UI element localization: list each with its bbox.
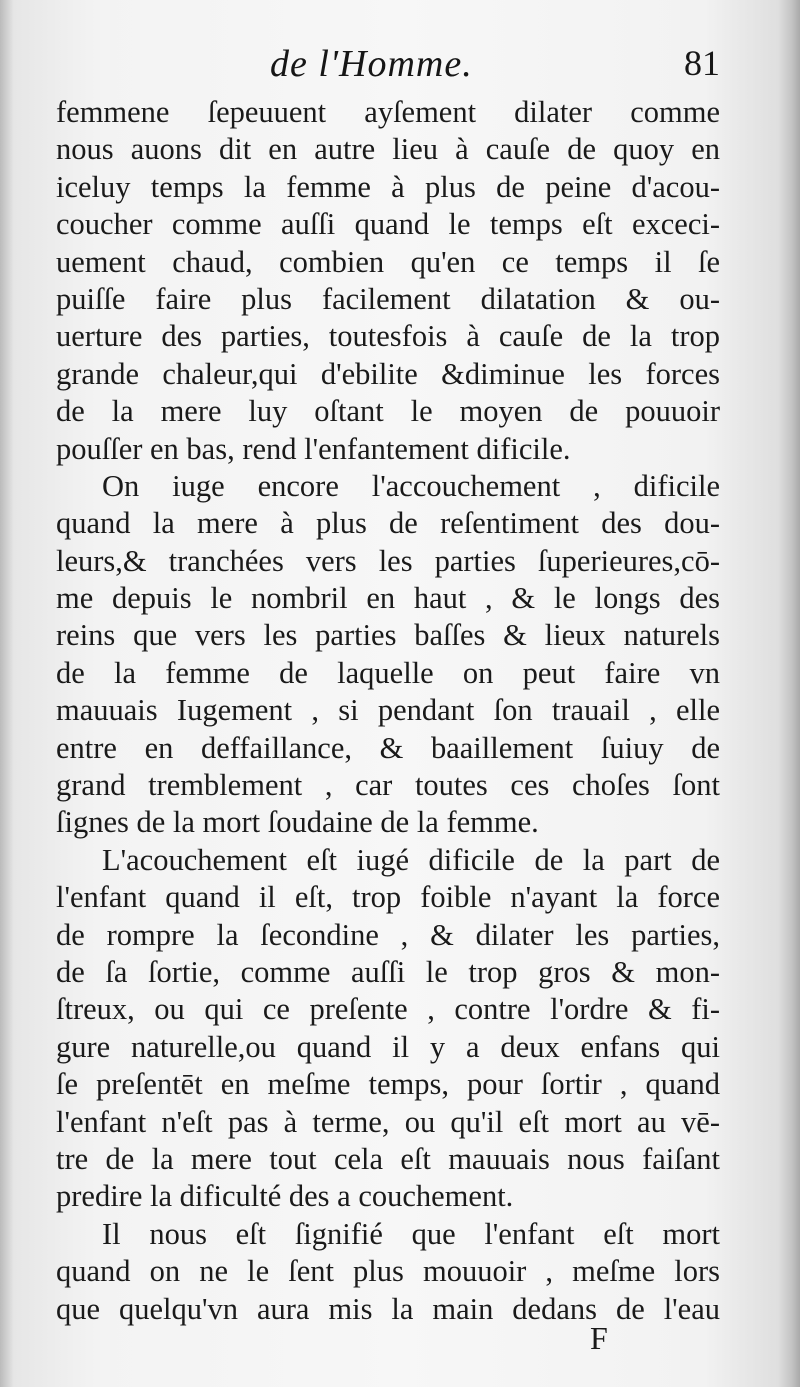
text-line: entre en deffaillance, & baaillement ſuiuy de	[56, 730, 720, 765]
text-line: puiſſe faire plus facilement dilatation & ou-	[56, 281, 720, 316]
text-line: predire la dificulté des a couchement.	[56, 1179, 514, 1214]
page-header	[60, 42, 720, 92]
text-line: de rompre la ſecondine , & dilater les parties,	[56, 917, 720, 952]
text-line: mauuais Iugement , si pendant ſon trauail , elle	[56, 693, 720, 728]
paragraph-start: On iuge encore l'accouchement , dificile	[102, 468, 720, 503]
running-title: de l'Homme.	[270, 43, 473, 85]
text-line: tre de la mere tout cela eſt mauuais nous faiſant	[56, 1141, 720, 1176]
signature-mark: F	[590, 1320, 608, 1356]
text-line: leurs,& tranchées vers les parties ſuperieures,cō-	[56, 543, 720, 578]
text-line: de la femme de laquelle on peut faire vn	[56, 655, 720, 690]
text-line: quand la mere à plus de reſentiment des dou-	[56, 506, 720, 541]
page-shadow-right	[778, 0, 800, 1387]
text-line: coucher comme auſſi quand le temps eſt exceci-	[56, 207, 720, 242]
text-line: ſe preſentēt en meſme temps, pour ſortir , quand	[56, 1067, 720, 1102]
text-line: gure naturelle,ou quand il y a deux enfans qui	[56, 1029, 720, 1064]
text-line: ſignes de la mort ſoudaine de la femme.	[56, 805, 539, 840]
text-line: pouſſer en bas, rend l'enfantement dificile.	[56, 431, 571, 466]
paragraph-start: Il nous eſt ſignifié que l'enfant eſt mort	[102, 1216, 720, 1251]
page-number: 81	[684, 43, 720, 83]
text-line: nous auons dit en autre lieu à cauſe de quoy en	[56, 132, 720, 167]
text-line: grande chaleur,qui d'ebilite &diminue les forces	[56, 356, 720, 391]
text-line: de ſa ſortie, comme auſſi le trop gros & mon-	[56, 954, 720, 989]
text-line: femmene ſepeuuent ayſement dilater comme	[56, 95, 720, 129]
text-line: uerture des parties, toutesfois à cauſe de la trop	[56, 319, 720, 354]
text-line: me depuis le nombril en haut , & le longs des	[56, 581, 720, 616]
text-line: grand tremblement , car toutes ces choſes ſont	[56, 768, 720, 803]
paragraph-start: L'acouchement eſt iugé dificile de la part de	[102, 842, 720, 877]
text-line: l'enfant n'eſt pas à terme, ou qu'il eſt mort au vē-	[56, 1104, 720, 1139]
text-line: reins que vers les parties baſſes & lieux naturels	[56, 618, 720, 653]
text-line: ſtreux, ou qui ce preſente , contre l'ordre & fi-	[56, 992, 720, 1027]
text-line: quand on ne le ſent plus mouuoir , meſme lors	[56, 1254, 720, 1289]
page-shadow-left	[0, 0, 14, 1387]
text-line: uement chaud, combien qu'en ce temps il ſe	[56, 244, 720, 279]
text-line: iceluy temps la femme à plus de peine d'acou-	[56, 169, 720, 204]
text-line: l'enfant quand il eſt, trop foible n'ayant la force	[56, 880, 720, 915]
text-line: de la mere luy oſtant le moyen de pouuoir	[56, 394, 720, 429]
text-line: que quelqu'vn aura mis la main dedans de l'eau	[56, 1291, 720, 1326]
body-text	[56, 94, 720, 1328]
